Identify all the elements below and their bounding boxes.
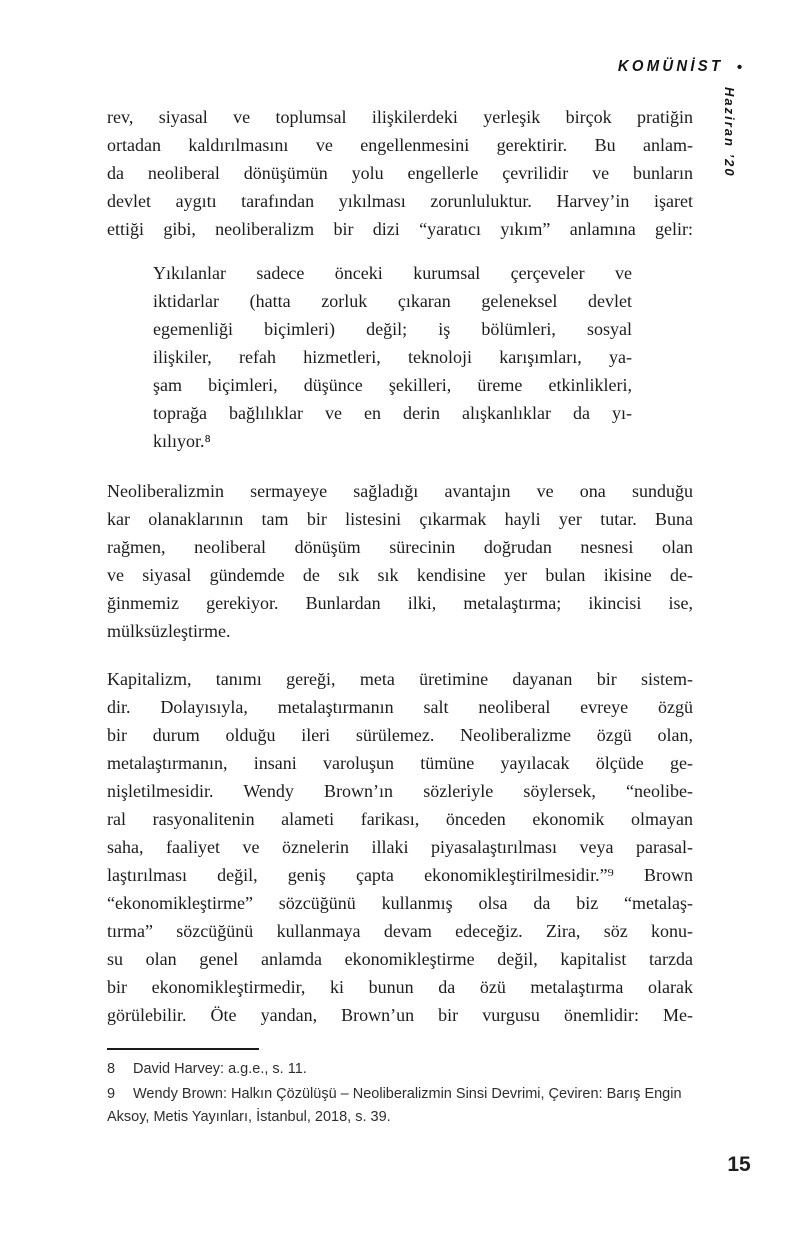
text-line: rev, siyasal ve toplumsal ilişkilerdeki yerleşik birçok pratiğin [107,107,693,127]
text-line: kılıyor.⁸ [153,431,211,451]
footnote [107,1083,691,1129]
text-line: da neoliberal dönüşümün yolu engellerle çevrilidir ve bunların [107,163,693,183]
journal-title: KOMÜNİST [618,58,724,75]
text-line: ve siyasal gündemde de sık sık kendisine yer bulan ikisine de- [107,565,693,585]
page-number: 15 [727,1153,751,1176]
footnote-list [107,1058,691,1129]
text-line: nişletilmesidir. Wendy Brown’ın sözleriyle söylersek, “neolibe- [107,781,693,801]
issue-date-vertical: Haziran ’20 [722,87,737,178]
footnote-number: 9 [107,1086,116,1102]
text-line: ortadan kaldırılmasını ve engellenmesini gerektirir. Bu anlam- [107,135,693,155]
masthead [610,58,742,76]
text-line: tırma” sözcüğünü kullanmaya devam edeceğiz. Zira, söz konu- [107,921,693,941]
text-line: kar olanaklarının tam bir listesini çıkarmak hayli yer tutar. Buna [107,509,693,529]
text-line: “ekonomikleştirme” sözcüğünü kullanmış olsa da biz “metalaş- [107,893,693,913]
text-line: rağmen, neoliberal dönüşüm sürecinin doğrudan nesnesi olan [107,537,693,557]
text-line: devlet aygıtı tarafından yıkılması zorunluluktur. Harvey’in işaret [107,191,693,211]
text-line: Neoliberalizmin sermayeye sağladığı avantajın ve ona sunduğu [107,481,693,501]
footnote-text: Wendy Brown: Halkın Çözülüşü – Neoliberalizmin Sinsi Devrimi, Çeviren: Barış Engin Aksoy, Metis Yayınları, İstanbul, 2018, s. 39. [107,1086,682,1125]
text-line: toprağa bağlılıklar ve en derin alışkanlıklar da yı- [153,403,632,423]
paragraph [107,103,693,243]
footnote-divider [107,1048,259,1050]
footnote-number: 8 [107,1061,116,1077]
paragraph [107,665,693,1029]
footnote [107,1058,691,1081]
text-line: ettiği gibi, neoliberalizm bir dizi “yaratıcı yıkım” anlamına gelir: [107,219,693,239]
text-column [107,103,693,1029]
paragraph [107,477,693,645]
text-line: iktidarlar (hatta zorluk çıkaran geleneksel devlet [153,291,632,311]
text-line: Yıkılanlar sadece önceki kurumsal çerçeveler ve [153,263,632,283]
text-line: ral rasyonalitenin alameti farikası, önceden ekonomik olmayan [107,809,693,829]
block-quote [153,259,632,455]
text-line: dir. Dolayısıyla, metalaştırmanın salt neoliberal evreye özgü [107,697,693,717]
text-line: ğinmemiz gerekiyor. Bunlardan ilki, metalaştırma; ikincisi ise, [107,593,693,613]
footnotes-section [107,1048,691,1131]
text-line: şam biçimleri, düşünce şekilleri, üreme etkinlikleri, [153,375,632,395]
text-line: metalaştırmanın, insani varoluşun tümüne yayılacak ölçüde ge- [107,753,693,773]
masthead-bullet-icon: • [736,58,742,76]
text-line: ilişkiler, refah hizmetleri, teknoloji karışımları, ya- [153,347,632,367]
text-line: laştırılması değil, geniş çapta ekonomikleştirilmesidir.”⁹ Brown [107,865,693,885]
text-line: görülebilir. Öte yandan, Brown’un bir vurgusu önemlidir: Me- [107,1005,693,1025]
text-line: egemenliği biçimleri) değil; iş bölümleri, sosyal [153,319,632,339]
footnote-text: David Harvey: a.g.e., s. 11. [133,1061,307,1077]
text-line: bir durum olduğu ileri sürülemez. Neoliberalizme özgü olan, [107,725,693,745]
text-line: su olan genel anlamda ekonomikleştirme değil, kapitalist tarzda [107,949,693,969]
text-line: mülksüzleştirme. [107,621,231,641]
text-line: bir ekonomikleştirmedir, ki bunun da özü metalaştırma olarak [107,977,693,997]
text-line: saha, faaliyet ve öznelerin illaki piyasalaştırılması veya parasal- [107,837,693,857]
text-line: Kapitalizm, tanımı gereği, meta üretimine dayanan bir sistem- [107,669,693,689]
